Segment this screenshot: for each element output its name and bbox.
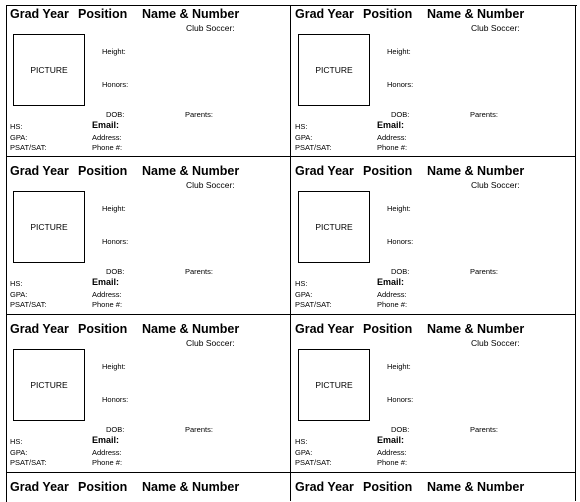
honors-label: Honors: xyxy=(102,80,129,89)
honors-label: Honors: xyxy=(387,237,414,246)
hs-label: HS: xyxy=(10,437,23,446)
address-label: Address: xyxy=(92,448,122,457)
club-soccer-label: Club Soccer: xyxy=(186,338,235,348)
parents-label: Parents: xyxy=(185,425,213,434)
name-number-label: Name & Number xyxy=(427,322,525,336)
position-label: Position xyxy=(78,322,128,336)
player-card xyxy=(291,162,575,319)
psat-sat-label: PSAT/SAT: xyxy=(295,458,332,467)
grad-year-label: Grad Year xyxy=(295,7,354,21)
honors-label: Honors: xyxy=(387,395,414,404)
name-number-label: Name & Number xyxy=(142,7,240,21)
email-label: Email: xyxy=(92,435,120,445)
picture-label: PICTURE xyxy=(315,222,353,232)
name-number-label: Name & Number xyxy=(427,480,525,494)
honors-label: Honors: xyxy=(102,395,129,404)
grad-year-label: Grad Year xyxy=(295,164,354,178)
name-number-label: Name & Number xyxy=(427,7,525,21)
height-label: Height: xyxy=(102,362,126,371)
psat-sat-label: PSAT/SAT: xyxy=(10,458,47,467)
hs-label: HS: xyxy=(295,122,308,131)
phone-label: Phone #: xyxy=(377,300,408,309)
picture-label: PICTURE xyxy=(30,380,68,390)
psat-sat-label: PSAT/SAT: xyxy=(10,143,47,152)
height-label: Height: xyxy=(102,47,126,56)
phone-label: Phone #: xyxy=(92,143,123,152)
email-label: Email: xyxy=(377,277,405,287)
address-label: Address: xyxy=(377,448,407,457)
position-label: Position xyxy=(78,7,128,21)
grad-year-label: Grad Year xyxy=(10,164,69,178)
picture-placeholder[interactable] xyxy=(298,349,370,421)
picture-label: PICTURE xyxy=(315,65,353,75)
honors-label: Honors: xyxy=(102,237,129,246)
address-label: Address: xyxy=(92,290,122,299)
hs-label: HS: xyxy=(295,279,308,288)
parents-label: Parents: xyxy=(470,267,498,276)
position-label: Position xyxy=(78,480,128,494)
parents-label: Parents: xyxy=(470,110,498,119)
grad-year-label: Grad Year xyxy=(295,480,354,494)
email-label: Email: xyxy=(377,120,405,130)
gpa-label: GPA: xyxy=(10,448,28,457)
player-card xyxy=(291,320,575,477)
phone-label: Phone #: xyxy=(92,458,123,467)
picture-placeholder[interactable] xyxy=(13,191,85,263)
player-card xyxy=(291,5,575,162)
phone-label: Phone #: xyxy=(92,300,123,309)
picture-placeholder[interactable] xyxy=(13,349,85,421)
address-label: Address: xyxy=(377,133,407,142)
club-soccer-label: Club Soccer: xyxy=(471,23,520,33)
phone-label: Phone #: xyxy=(377,143,408,152)
psat-sat-label: PSAT/SAT: xyxy=(295,300,332,309)
right-border xyxy=(575,5,576,501)
gpa-label: GPA: xyxy=(295,133,313,142)
height-label: Height: xyxy=(387,362,411,371)
grad-year-label: Grad Year xyxy=(10,480,69,494)
position-label: Position xyxy=(363,480,413,494)
psat-sat-label: PSAT/SAT: xyxy=(295,143,332,152)
name-number-label: Name & Number xyxy=(427,164,525,178)
dob-label: DOB: xyxy=(391,267,410,276)
dob-label: DOB: xyxy=(106,267,125,276)
grad-year-label: Grad Year xyxy=(10,322,69,336)
height-label: Height: xyxy=(387,204,411,213)
address-label: Address: xyxy=(377,290,407,299)
dob-label: DOB: xyxy=(106,425,125,434)
name-number-label: Name & Number xyxy=(142,322,240,336)
club-soccer-label: Club Soccer: xyxy=(186,23,235,33)
position-label: Position xyxy=(78,164,128,178)
position-label: Position xyxy=(363,164,413,178)
player-card-sheet xyxy=(6,5,576,501)
picture-label: PICTURE xyxy=(30,65,68,75)
name-number-label: Name & Number xyxy=(142,164,240,178)
parents-label: Parents: xyxy=(185,267,213,276)
grad-year-label: Grad Year xyxy=(295,322,354,336)
hs-label: HS: xyxy=(10,279,23,288)
height-label: Height: xyxy=(387,47,411,56)
email-label: Email: xyxy=(377,435,405,445)
address-label: Address: xyxy=(92,133,122,142)
position-label: Position xyxy=(363,322,413,336)
player-card-partial xyxy=(6,478,290,501)
club-soccer-label: Club Soccer: xyxy=(471,338,520,348)
psat-sat-label: PSAT/SAT: xyxy=(10,300,47,309)
parents-label: Parents: xyxy=(470,425,498,434)
hs-label: HS: xyxy=(10,122,23,131)
gpa-label: GPA: xyxy=(295,448,313,457)
club-soccer-label: Club Soccer: xyxy=(471,180,520,190)
picture-placeholder[interactable] xyxy=(298,34,370,106)
dob-label: DOB: xyxy=(391,425,410,434)
picture-placeholder[interactable] xyxy=(13,34,85,106)
player-card-partial xyxy=(291,478,575,501)
gpa-label: GPA: xyxy=(10,290,28,299)
club-soccer-label: Club Soccer: xyxy=(186,180,235,190)
picture-placeholder[interactable] xyxy=(298,191,370,263)
hs-label: HS: xyxy=(295,437,308,446)
picture-label: PICTURE xyxy=(315,380,353,390)
position-label: Position xyxy=(363,7,413,21)
player-card xyxy=(6,320,290,477)
gpa-label: GPA: xyxy=(295,290,313,299)
gpa-label: GPA: xyxy=(10,133,28,142)
phone-label: Phone #: xyxy=(377,458,408,467)
height-label: Height: xyxy=(102,204,126,213)
player-card xyxy=(6,162,290,319)
grad-year-label: Grad Year xyxy=(10,7,69,21)
dob-label: DOB: xyxy=(106,110,125,119)
picture-label: PICTURE xyxy=(30,222,68,232)
email-label: Email: xyxy=(92,277,120,287)
parents-label: Parents: xyxy=(185,110,213,119)
dob-label: DOB: xyxy=(391,110,410,119)
name-number-label: Name & Number xyxy=(142,480,240,494)
email-label: Email: xyxy=(92,120,120,130)
player-card xyxy=(6,5,290,162)
honors-label: Honors: xyxy=(387,80,414,89)
